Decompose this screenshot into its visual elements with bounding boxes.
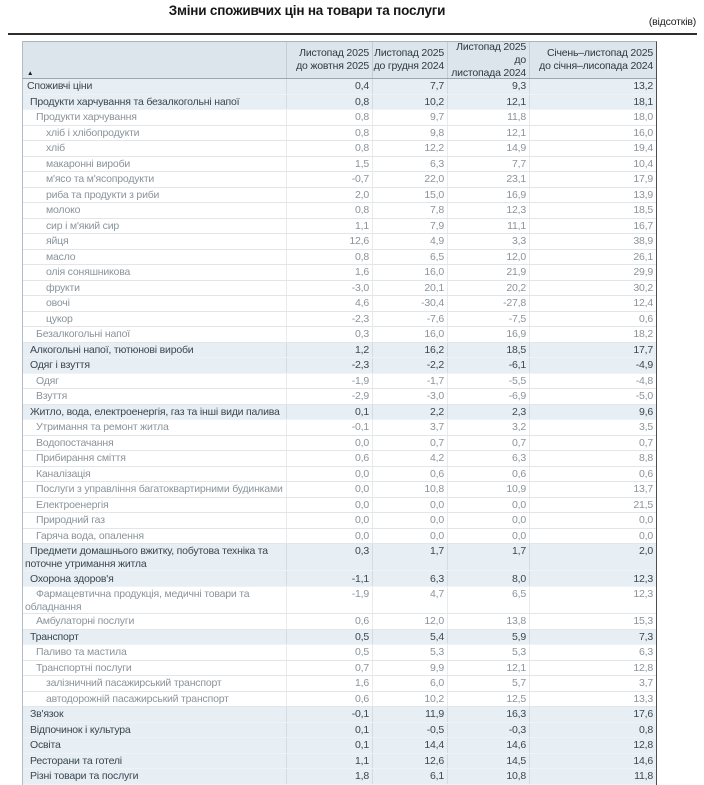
value-cell: 0,0: [372, 498, 447, 513]
value-cell: 6,3: [447, 451, 529, 466]
value-cell: -4,8: [529, 374, 656, 389]
value-cell: 12,1: [447, 126, 529, 141]
value-cell: 10,8: [372, 482, 447, 497]
value-cell: 9,7: [372, 110, 447, 125]
value-cell: 2,2: [372, 405, 447, 420]
row-label: Одяг: [36, 374, 59, 387]
value-cell: 16,2: [372, 343, 447, 358]
table-row: [23, 79, 656, 95]
row-label: залізничний пасажирський транспорт: [46, 677, 222, 690]
value-cell: -2,3: [286, 358, 372, 373]
value-cell: 0,6: [529, 312, 656, 327]
value-cell: 5,7: [447, 676, 529, 691]
value-cell: 0,8: [286, 141, 372, 156]
value-cell: 23,1: [447, 172, 529, 187]
header-cell-period-4[interactable]: [529, 42, 656, 78]
value-cell: 7,8: [372, 203, 447, 218]
value-cell: -6,9: [447, 389, 529, 404]
value-cell: 12,8: [529, 661, 656, 676]
value-cell: 10,4: [529, 157, 656, 172]
value-cell: 0,1: [286, 405, 372, 420]
value-cell: 6,3: [529, 645, 656, 660]
value-cell: 38,9: [529, 234, 656, 249]
row-label: сир і м'який сир: [46, 219, 120, 232]
value-cell: 7,9: [372, 219, 447, 234]
value-cell: 29,9: [529, 265, 656, 280]
value-cell: -0,3: [447, 723, 529, 738]
value-cell: 16,0: [372, 327, 447, 342]
table-row: [23, 203, 656, 219]
value-cell: 5,3: [372, 645, 447, 660]
table-row: [23, 358, 656, 374]
header-cell-category[interactable]: [23, 42, 286, 78]
value-cell: 12,1: [447, 95, 529, 110]
value-cell: 17,7: [529, 343, 656, 358]
value-cell: -7,6: [372, 312, 447, 327]
row-label: Каналізація: [36, 467, 91, 480]
table-header: [23, 42, 656, 79]
value-cell: 12,4: [529, 296, 656, 311]
value-cell: 1,6: [286, 676, 372, 691]
value-cell: 9,8: [372, 126, 447, 141]
value-cell: 0,6: [529, 467, 656, 482]
value-cell: -5,5: [447, 374, 529, 389]
value-cell: 5,3: [447, 645, 529, 660]
header-line: Листопад 2025 до: [456, 40, 526, 66]
table-row: [23, 692, 656, 708]
value-cell: -4,9: [529, 358, 656, 373]
row-label: хліб і хлібопродукти: [46, 126, 140, 139]
table-body: [23, 79, 656, 785]
table-row: [23, 571, 656, 587]
row-label: Транспорт: [30, 630, 79, 643]
value-cell: 13,8: [447, 614, 529, 629]
value-cell: 16,9: [447, 327, 529, 342]
row-label: хліб: [46, 142, 65, 155]
header-cell-period-1[interactable]: [286, 42, 372, 78]
table-row: [23, 614, 656, 630]
value-cell: 9,9: [372, 661, 447, 676]
value-cell: 19,4: [529, 141, 656, 156]
value-cell: 0,6: [286, 692, 372, 707]
value-cell: 1,1: [286, 754, 372, 769]
value-cell: 14,9: [447, 141, 529, 156]
value-cell: 20,2: [447, 281, 529, 296]
value-cell: 0,0: [286, 482, 372, 497]
table-row: [23, 467, 656, 483]
header-cell-period-2[interactable]: [372, 42, 447, 78]
row-label: Алкогольні напої, тютюнові вироби: [30, 343, 194, 356]
row-label: Відпочинок і культура: [30, 723, 131, 736]
value-cell: 0,7: [529, 436, 656, 451]
value-cell: 30,2: [529, 281, 656, 296]
value-cell: 14,5: [447, 754, 529, 769]
value-cell: 0,8: [286, 110, 372, 125]
table-row: [23, 343, 656, 359]
value-cell: 12,5: [447, 692, 529, 707]
value-cell: 2,3: [447, 405, 529, 420]
table-row: [23, 738, 656, 754]
value-cell: -0,5: [372, 723, 447, 738]
table-row: [23, 172, 656, 188]
row-label: Освіта: [30, 739, 61, 752]
value-cell: 1,7: [447, 544, 529, 570]
value-cell: 0,6: [286, 614, 372, 629]
value-cell: 4,9: [372, 234, 447, 249]
sort-ascending-icon[interactable]: ▲: [27, 70, 34, 77]
table-row: [23, 769, 656, 785]
value-cell: 3,3: [447, 234, 529, 249]
value-cell: 14,4: [372, 738, 447, 753]
row-label: Ресторани та готелі: [30, 754, 122, 767]
value-cell: 0,8: [529, 723, 656, 738]
value-cell: -1,7: [372, 374, 447, 389]
table-row: [23, 405, 656, 421]
table-row: [23, 498, 656, 514]
value-cell: 7,3: [529, 630, 656, 645]
value-cell: 6,1: [372, 769, 447, 784]
table-row: [23, 110, 656, 126]
row-label: Амбулаторні послуги: [36, 615, 135, 628]
row-label: Транспортні послуги: [36, 661, 132, 674]
table-row: [23, 312, 656, 328]
value-cell: 0,0: [447, 529, 529, 544]
value-cell: 3,7: [529, 676, 656, 691]
value-cell: 4,7: [372, 587, 447, 613]
table-row: [23, 219, 656, 235]
table-row: [23, 513, 656, 529]
value-cell: 0,1: [286, 723, 372, 738]
value-cell: 11,9: [372, 707, 447, 722]
value-cell: 0,8: [286, 126, 372, 141]
value-cell: 18,0: [529, 110, 656, 125]
value-cell: 13,9: [529, 188, 656, 203]
value-cell: 12,8: [529, 738, 656, 753]
value-cell: 0,7: [447, 436, 529, 451]
value-cell: 6,5: [447, 587, 529, 613]
value-cell: 15,0: [372, 188, 447, 203]
header-line: до грудня 2024: [373, 60, 444, 72]
value-cell: 2,0: [529, 544, 656, 570]
value-cell: 0,0: [529, 513, 656, 528]
value-cell: 7,7: [447, 157, 529, 172]
value-cell: 8,0: [447, 571, 529, 586]
row-label: масло: [46, 250, 76, 263]
row-label: фрукти: [46, 281, 80, 294]
value-cell: 0,0: [447, 498, 529, 513]
table-row: [23, 374, 656, 390]
row-label: Продукти харчування: [36, 111, 137, 124]
value-cell: 18,5: [447, 343, 529, 358]
header-line: Листопад 2025: [374, 47, 444, 59]
value-cell: 12,0: [372, 614, 447, 629]
table-row: [23, 126, 656, 142]
value-cell: 18,5: [529, 203, 656, 218]
value-cell: 11,1: [447, 219, 529, 234]
value-cell: 0,0: [286, 467, 372, 482]
table-row: [23, 436, 656, 452]
table-row: [23, 529, 656, 545]
value-cell: 3,7: [372, 420, 447, 435]
value-cell: 12,3: [529, 587, 656, 613]
row-label: автодорожній пасажирський транспорт: [46, 692, 229, 705]
value-cell: 17,9: [529, 172, 656, 187]
value-cell: 1,6: [286, 265, 372, 280]
value-cell: 12,6: [372, 754, 447, 769]
value-cell: 0,0: [372, 513, 447, 528]
value-cell: 3,2: [447, 420, 529, 435]
value-cell: 16,0: [372, 265, 447, 280]
table-row: [23, 250, 656, 266]
value-cell: 9,3: [447, 79, 529, 94]
horizontal-rule: [8, 33, 697, 35]
value-cell: 0,8: [286, 250, 372, 265]
value-cell: 0,0: [286, 498, 372, 513]
table-row: [23, 265, 656, 281]
value-cell: 6,5: [372, 250, 447, 265]
value-cell: 12,0: [447, 250, 529, 265]
value-cell: 18,1: [529, 95, 656, 110]
table-row: [23, 544, 656, 571]
table-row: [23, 389, 656, 405]
row-label: Різні товари та послуги: [30, 770, 139, 783]
value-cell: 16,0: [529, 126, 656, 141]
value-cell: -2,9: [286, 389, 372, 404]
value-cell: 12,2: [372, 141, 447, 156]
value-cell: 2,0: [286, 188, 372, 203]
value-cell: 10,2: [372, 692, 447, 707]
value-cell: 5,9: [447, 630, 529, 645]
value-cell: 12,6: [286, 234, 372, 249]
value-cell: 0,3: [286, 327, 372, 342]
value-cell: 0,1: [286, 738, 372, 753]
value-cell: 1,7: [372, 544, 447, 570]
value-cell: 14,6: [529, 754, 656, 769]
row-label: Предмети домашнього вжитку, побутова техніка та поточне утримання житла: [25, 545, 268, 570]
value-cell: -0,7: [286, 172, 372, 187]
value-cell: 11,8: [447, 110, 529, 125]
row-label: Природний газ: [36, 514, 105, 527]
value-cell: 22,0: [372, 172, 447, 187]
row-label: Водопостачання: [36, 436, 114, 449]
row-label: Споживчі ціни: [27, 80, 93, 93]
value-cell: 11,8: [529, 769, 656, 784]
value-cell: -1,9: [286, 587, 372, 613]
value-cell: 9,6: [529, 405, 656, 420]
value-cell: 7,7: [372, 79, 447, 94]
value-cell: 20,1: [372, 281, 447, 296]
value-cell: 0,0: [447, 513, 529, 528]
value-cell: -3,0: [372, 389, 447, 404]
table-row: [23, 420, 656, 436]
value-cell: 17,6: [529, 707, 656, 722]
value-cell: -1,1: [286, 571, 372, 586]
value-cell: 14,6: [447, 738, 529, 753]
value-cell: 1,8: [286, 769, 372, 784]
unit-note: (відсотків): [648, 16, 696, 28]
value-cell: 0,0: [286, 513, 372, 528]
row-label: овочі: [46, 297, 70, 310]
header-line: Січень–листопад 2025: [546, 47, 653, 59]
value-cell: 0,7: [372, 436, 447, 451]
value-cell: 21,9: [447, 265, 529, 280]
table-row: [23, 234, 656, 250]
row-label: Продукти харчування та безалкогольні напої: [30, 95, 240, 108]
value-cell: 15,3: [529, 614, 656, 629]
row-label: олія соняшникова: [46, 266, 131, 279]
value-cell: 1,2: [286, 343, 372, 358]
value-cell: 8,8: [529, 451, 656, 466]
value-cell: 10,8: [447, 769, 529, 784]
value-cell: -27,8: [447, 296, 529, 311]
table-row: [23, 327, 656, 343]
table-row: [23, 676, 656, 692]
value-cell: 10,9: [447, 482, 529, 497]
value-cell: 6,0: [372, 676, 447, 691]
row-label: Житло, вода, електроенергія, газ та інші види палива: [30, 405, 280, 418]
row-label: Фармацевтична продукція, медичні товари та обладнання: [25, 588, 250, 613]
table-row: [23, 281, 656, 297]
table-row: [23, 754, 656, 770]
value-cell: 0,5: [286, 630, 372, 645]
row-label: риба та продукти з риби: [46, 188, 160, 201]
row-label: Охорона здоров'я: [30, 572, 114, 585]
page-title: Зміни споживчих цін на товари та послуги: [168, 3, 446, 18]
value-cell: 0,7: [286, 661, 372, 676]
value-cell: -2,3: [286, 312, 372, 327]
table-row: [23, 723, 656, 739]
value-cell: 16,9: [447, 188, 529, 203]
table-row: [23, 482, 656, 498]
row-label: Гаряча вода, опалення: [36, 529, 144, 542]
value-cell: 0,6: [372, 467, 447, 482]
value-cell: 16,7: [529, 219, 656, 234]
header-cell-period-3[interactable]: [447, 42, 529, 78]
value-cell: 6,3: [372, 157, 447, 172]
table-row: [23, 188, 656, 204]
value-cell: -2,2: [372, 358, 447, 373]
header-line: листопада 2024: [451, 66, 526, 79]
value-cell: 5,4: [372, 630, 447, 645]
table-row: [23, 296, 656, 312]
row-label: яйця: [46, 235, 69, 248]
table-row: [23, 95, 656, 111]
row-label: молоко: [46, 204, 81, 217]
value-cell: 0,6: [286, 451, 372, 466]
row-label: Одяг і взуття: [30, 359, 90, 372]
row-label: Паливо та мастила: [36, 646, 127, 659]
table-row: [23, 661, 656, 677]
header-line: до січня–лисопада 2024: [539, 60, 653, 72]
value-cell: 0,5: [286, 645, 372, 660]
value-cell: -0,1: [286, 707, 372, 722]
row-label: Електроенергія: [36, 498, 109, 511]
row-label: Утримання та ремонт житла: [36, 421, 169, 434]
table-row: [23, 630, 656, 646]
value-cell: 0,4: [286, 79, 372, 94]
table-row: [23, 141, 656, 157]
value-cell: 1,5: [286, 157, 372, 172]
value-cell: 1,1: [286, 219, 372, 234]
value-cell: 6,3: [372, 571, 447, 586]
table-row: [23, 707, 656, 723]
header-line: Листопад 2025: [299, 47, 369, 59]
row-label: макаронні вироби: [46, 157, 131, 170]
value-cell: -6,1: [447, 358, 529, 373]
value-cell: -30,4: [372, 296, 447, 311]
row-label: Зв'язок: [30, 708, 64, 721]
value-cell: 3,5: [529, 420, 656, 435]
value-cell: 0,0: [372, 529, 447, 544]
value-cell: 0,6: [447, 467, 529, 482]
value-cell: 0,0: [529, 529, 656, 544]
table-row: [23, 157, 656, 173]
price-table: [22, 41, 657, 785]
value-cell: -1,9: [286, 374, 372, 389]
value-cell: 13,2: [529, 79, 656, 94]
table-row: [23, 451, 656, 467]
value-cell: -3,0: [286, 281, 372, 296]
value-cell: 21,5: [529, 498, 656, 513]
value-cell: -5,0: [529, 389, 656, 404]
row-label: Прибирання сміття: [36, 452, 126, 465]
value-cell: -0,1: [286, 420, 372, 435]
value-cell: 0,8: [286, 203, 372, 218]
value-cell: 16,3: [447, 707, 529, 722]
value-cell: 12,3: [447, 203, 529, 218]
table-row: [23, 645, 656, 661]
header-line: до жовтня 2025: [296, 60, 369, 72]
value-cell: 18,2: [529, 327, 656, 342]
value-cell: 0,3: [286, 544, 372, 570]
table-row: [23, 587, 656, 614]
value-cell: 13,7: [529, 482, 656, 497]
value-cell: 26,1: [529, 250, 656, 265]
value-cell: 0,0: [286, 436, 372, 451]
value-cell: 10,2: [372, 95, 447, 110]
row-label: Взуття: [36, 390, 68, 403]
value-cell: 12,3: [529, 571, 656, 586]
value-cell: 4,2: [372, 451, 447, 466]
value-cell: 13,3: [529, 692, 656, 707]
value-cell: -7,5: [447, 312, 529, 327]
value-cell: 12,1: [447, 661, 529, 676]
row-label: Безалкогольні напої: [36, 328, 130, 341]
row-label: цукор: [46, 312, 73, 325]
value-cell: 0,8: [286, 95, 372, 110]
value-cell: 0,0: [286, 529, 372, 544]
value-cell: 4,6: [286, 296, 372, 311]
row-label: м'ясо та м'ясопродукти: [46, 173, 155, 186]
row-label: Послуги з управління багатоквартирними будинками: [36, 483, 283, 496]
